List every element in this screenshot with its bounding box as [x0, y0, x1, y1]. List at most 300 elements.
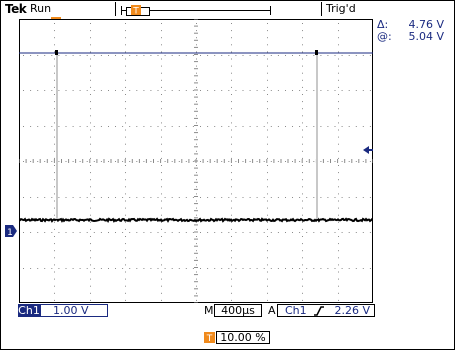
grid-dot — [54, 158, 55, 159]
grid-dot — [125, 208, 126, 209]
grid-dot — [196, 137, 197, 138]
grid-dot — [231, 264, 232, 265]
grid-dot — [125, 243, 126, 244]
grid-dot — [129, 55, 130, 56]
grid-dot — [285, 268, 286, 269]
grid-dot — [356, 161, 357, 162]
grid-dot — [122, 90, 123, 91]
grid-dot — [94, 126, 95, 127]
grid-dot — [306, 90, 307, 91]
grid-dot — [54, 80, 55, 81]
grid-dot — [370, 90, 371, 91]
grid-dot — [125, 51, 126, 52]
grid-dot — [302, 108, 303, 109]
grid-dot — [143, 197, 144, 198]
grid-dot — [243, 90, 244, 91]
grid-dot — [349, 90, 350, 91]
grid-dot — [129, 161, 130, 162]
grid-dot — [267, 158, 268, 159]
grid-dot — [231, 165, 232, 166]
grid-dot — [161, 264, 162, 265]
grid-dot — [54, 101, 55, 102]
grid-dot — [267, 37, 268, 38]
grid-dot — [196, 101, 197, 102]
record-trigger-icon-glyph: T — [133, 6, 139, 16]
grid-dot — [161, 215, 162, 216]
grid-dot — [108, 126, 109, 127]
grid-dot — [231, 87, 232, 88]
grid-dot — [299, 161, 300, 162]
grid-dot — [363, 268, 364, 269]
grid-dot — [338, 208, 339, 209]
trigger-mode-label: A — [268, 304, 276, 317]
grid-dot — [231, 108, 232, 109]
grid-dot — [101, 55, 102, 56]
grid-dot — [267, 236, 268, 237]
grid-dot — [54, 243, 55, 244]
grid-dot — [338, 37, 339, 38]
grid-dot — [125, 293, 126, 294]
grid-dot — [66, 90, 67, 91]
grid-dot — [207, 55, 208, 56]
grid-dot — [302, 23, 303, 24]
grid-dot — [231, 44, 232, 45]
grid-dot — [299, 90, 300, 91]
grid-dot — [125, 101, 126, 102]
grid-dot — [172, 55, 173, 56]
grid-dot — [30, 55, 31, 56]
grid-dot — [23, 90, 24, 91]
grid-dot — [66, 232, 67, 233]
grid-dot — [90, 94, 91, 95]
grid-dot — [196, 208, 197, 209]
grid-dot — [243, 55, 244, 56]
grid-dot — [54, 193, 55, 194]
grid-dot — [125, 229, 126, 230]
grid-dot — [54, 279, 55, 280]
grid-dot — [267, 250, 268, 251]
grid-dot — [179, 268, 180, 269]
grid-dot — [335, 232, 336, 233]
grid-dot — [30, 90, 31, 91]
timebase-label: M — [204, 304, 214, 317]
grid-dot — [44, 55, 45, 56]
grid-dot — [125, 144, 126, 145]
grid-dot — [231, 122, 232, 123]
grid-dot — [363, 126, 364, 127]
grid-dot — [356, 232, 357, 233]
grid-dot — [302, 286, 303, 287]
grid-dot — [54, 165, 55, 166]
grid-dot — [250, 268, 251, 269]
grid-dot — [196, 293, 197, 294]
grid-dot — [193, 268, 194, 269]
grid-dot — [122, 268, 123, 269]
grid-dot — [231, 94, 232, 95]
grid-dot — [196, 115, 197, 116]
grid-dot — [271, 90, 272, 91]
grid-dot — [231, 30, 232, 31]
trigger-settings[interactable] — [277, 304, 375, 317]
record-trigger-icon — [131, 5, 141, 16]
grid-dot — [44, 197, 45, 198]
grid-dot — [299, 126, 300, 127]
grid-dot — [285, 55, 286, 56]
grid-dot — [115, 55, 116, 56]
grid-dot — [54, 250, 55, 251]
grid-dot — [90, 286, 91, 287]
grid-dot — [158, 55, 159, 56]
grid-dot — [90, 165, 91, 166]
grid-dot — [161, 51, 162, 52]
grid-dot — [54, 151, 55, 152]
grid-dot — [90, 23, 91, 24]
grid-dot — [80, 232, 81, 233]
grid-dot — [125, 179, 126, 180]
grid-dot — [90, 222, 91, 223]
horizontal-position[interactable]: 10.00 % — [216, 331, 270, 344]
grid-dot — [196, 94, 197, 95]
grid-dot — [207, 232, 208, 233]
grid-dot — [363, 161, 364, 162]
grid-dot — [200, 161, 201, 162]
grid-dot — [30, 232, 31, 233]
grid-dot — [186, 197, 187, 198]
grid-dot — [292, 126, 293, 127]
grid-dot — [136, 161, 137, 162]
grid-dot — [267, 272, 268, 273]
grid-dot — [161, 44, 162, 45]
grid-dot — [267, 222, 268, 223]
grid-dot — [54, 257, 55, 258]
grid-dot — [306, 197, 307, 198]
grid-dot — [338, 300, 339, 301]
grid-dot — [196, 23, 197, 24]
grid-dot — [264, 197, 265, 198]
grid-dot — [267, 137, 268, 138]
grid-dot — [54, 186, 55, 187]
grid-dot — [125, 272, 126, 273]
grid-dot — [231, 73, 232, 74]
grid-dot — [363, 90, 364, 91]
grid-dot — [94, 232, 95, 233]
grid-dot — [179, 232, 180, 233]
grid-dot — [363, 232, 364, 233]
grid-dot — [94, 55, 95, 56]
grid-dot — [196, 37, 197, 38]
horizontal-position-icon-glyph: T — [206, 334, 213, 343]
grid-dot — [267, 172, 268, 173]
brand-logo: Tek — [5, 2, 27, 16]
grid-dot — [267, 87, 268, 88]
cursor-delta-label: Δ: — [377, 18, 389, 31]
grid-dot — [37, 232, 38, 233]
grid-dot — [196, 158, 197, 159]
grid-dot — [150, 268, 151, 269]
grid-dot — [221, 232, 222, 233]
grid-dot — [267, 115, 268, 116]
grid-dot — [179, 161, 180, 162]
grid-dot — [231, 193, 232, 194]
channel-badge[interactable]: Ch1 — [18, 304, 40, 317]
grid-dot — [122, 55, 123, 56]
grid-dot — [51, 126, 52, 127]
grid-dot — [363, 197, 364, 198]
grid-dot — [338, 186, 339, 187]
grid-dot — [231, 59, 232, 60]
grid-dot — [356, 268, 357, 269]
grid-dot — [58, 268, 59, 269]
grid-dot — [285, 126, 286, 127]
grid-dot — [327, 232, 328, 233]
grid-dot — [231, 243, 232, 244]
grid-dot — [125, 250, 126, 251]
grid-dot — [342, 268, 343, 269]
grid-dot — [313, 232, 314, 233]
grid-dot — [161, 94, 162, 95]
grid-dot — [54, 222, 55, 223]
grid-dot — [370, 126, 371, 127]
grid-dot — [349, 161, 350, 162]
grid-dot — [66, 268, 67, 269]
grid-dot — [257, 126, 258, 127]
grid-dot — [196, 193, 197, 194]
grid-dot — [161, 101, 162, 102]
grid-dot — [30, 161, 31, 162]
grid-dot — [320, 268, 321, 269]
grid-dot — [231, 208, 232, 209]
rising-edge-icon — [312, 305, 326, 316]
grid-dot — [125, 222, 126, 223]
grid-dot — [196, 87, 197, 88]
grid-dot — [231, 279, 232, 280]
grid-dot — [313, 55, 314, 56]
grid-dot — [87, 161, 88, 162]
grid-dot — [66, 126, 67, 127]
grid-dot — [267, 286, 268, 287]
grid-dot — [90, 108, 91, 109]
grid-dot — [90, 208, 91, 209]
grid-dot — [23, 161, 24, 162]
grid-dot — [267, 59, 268, 60]
grid-dot — [231, 257, 232, 258]
grid-dot — [51, 161, 52, 162]
grid-dot — [320, 55, 321, 56]
grid-dot — [271, 161, 272, 162]
grid-dot — [196, 264, 197, 265]
grid-dot — [37, 126, 38, 127]
grid-dot — [161, 257, 162, 258]
grid-dot — [90, 158, 91, 159]
grid-dot — [267, 101, 268, 102]
ch1-ground-marker-icon[interactable] — [5, 225, 17, 237]
grid-dot — [179, 126, 180, 127]
grid-dot — [196, 30, 197, 31]
acquisition-status: Run — [30, 2, 52, 15]
grid-dot — [267, 44, 268, 45]
grid-dot — [196, 286, 197, 287]
grid-dot — [338, 250, 339, 251]
grid-dot — [335, 126, 336, 127]
grid-dot — [125, 264, 126, 265]
grid-dot — [90, 300, 91, 301]
grid-dot — [66, 161, 67, 162]
trigger-source: Ch1 — [285, 304, 307, 317]
grid-dot — [54, 215, 55, 216]
grid-dot — [299, 197, 300, 198]
grid-dot — [302, 215, 303, 216]
grid-dot — [349, 126, 350, 127]
grid-dot — [161, 122, 162, 123]
grid-dot — [327, 197, 328, 198]
grid-dot — [228, 90, 229, 91]
grid-dot — [150, 126, 151, 127]
grid-dot — [108, 197, 109, 198]
grid-dot — [90, 130, 91, 131]
grid-dot — [54, 172, 55, 173]
grid-dot — [302, 144, 303, 145]
grid-dot — [338, 229, 339, 230]
grid-dot — [267, 94, 268, 95]
grid-dot — [349, 232, 350, 233]
grid-dot — [292, 90, 293, 91]
grid-dot — [108, 90, 109, 91]
grid-dot — [87, 232, 88, 233]
grid-dot — [179, 197, 180, 198]
trigger-level-arrow-icon[interactable] — [363, 145, 373, 155]
timebase-value[interactable]: 400µs — [214, 304, 262, 317]
grid-dot — [101, 268, 102, 269]
grid-dot — [299, 232, 300, 233]
grid-dot — [161, 286, 162, 287]
grid-dot — [58, 232, 59, 233]
header-divider — [321, 2, 322, 16]
grid-dot — [267, 257, 268, 258]
grid-dot — [44, 232, 45, 233]
grid-dot — [143, 232, 144, 233]
grid-dot — [125, 137, 126, 138]
grid-dot — [338, 272, 339, 273]
grid-dot — [90, 243, 91, 244]
grid-dot — [267, 51, 268, 52]
grid-dot — [101, 197, 102, 198]
grid-dot — [54, 293, 55, 294]
grid-dot — [44, 90, 45, 91]
grid-dot — [278, 161, 279, 162]
grid-dot — [302, 172, 303, 173]
grid-dot — [243, 232, 244, 233]
grid-dot — [292, 161, 293, 162]
grid-dot — [267, 243, 268, 244]
volts-per-div[interactable]: 1.00 V — [40, 304, 108, 317]
grid-dot — [196, 144, 197, 145]
grid-dot — [196, 300, 197, 301]
grid-dot — [158, 90, 159, 91]
grid-dot — [320, 232, 321, 233]
grid-dot — [90, 172, 91, 173]
grid-dot — [165, 268, 166, 269]
grid-dot — [338, 66, 339, 67]
grid-dot — [306, 55, 307, 56]
grid-dot — [90, 229, 91, 230]
grid-dot — [278, 90, 279, 91]
grid-dot — [196, 279, 197, 280]
grid-dot — [264, 55, 265, 56]
grid-dot — [165, 232, 166, 233]
grid-dot — [196, 59, 197, 60]
grid-dot — [302, 101, 303, 102]
grid-dot — [302, 222, 303, 223]
grid-dot — [90, 66, 91, 67]
grid-dot — [363, 55, 364, 56]
grid-dot — [161, 293, 162, 294]
grid-dot — [193, 126, 194, 127]
grid-dot — [302, 44, 303, 45]
grid-dot — [193, 55, 194, 56]
grid-dot — [338, 172, 339, 173]
grid-dot — [129, 90, 130, 91]
grid-dot — [80, 90, 81, 91]
grid-dot — [267, 279, 268, 280]
grid-dot — [90, 73, 91, 74]
grid-dot — [228, 197, 229, 198]
grid-dot — [108, 232, 109, 233]
grid-dot — [313, 197, 314, 198]
grid-dot — [196, 257, 197, 258]
grid-dot — [51, 55, 52, 56]
grid-dot — [214, 268, 215, 269]
grid-dot — [267, 108, 268, 109]
grid-dot — [207, 268, 208, 269]
grid-dot — [54, 300, 55, 301]
header-divider — [115, 2, 116, 16]
grid-dot — [172, 232, 173, 233]
grid-dot — [193, 232, 194, 233]
horizontal-position-icon — [204, 332, 215, 343]
grid-dot — [338, 144, 339, 145]
grid-dot — [90, 179, 91, 180]
grid-dot — [231, 115, 232, 116]
grid-dot — [267, 186, 268, 187]
grid-dot — [150, 161, 151, 162]
grid-dot — [54, 229, 55, 230]
grid-dot — [125, 193, 126, 194]
grid-dot — [51, 268, 52, 269]
grid-dot — [200, 268, 201, 269]
grid-dot — [94, 161, 95, 162]
grid-dot — [327, 126, 328, 127]
grid-dot — [257, 90, 258, 91]
grid-dot — [54, 51, 55, 52]
grid-dot — [161, 193, 162, 194]
cursor-at-label: @: — [377, 30, 392, 43]
grid-dot — [23, 197, 24, 198]
grid-dot — [335, 161, 336, 162]
grid-dot — [370, 197, 371, 198]
grid-dot — [165, 161, 166, 162]
grid-dot — [90, 236, 91, 237]
grid-dot — [338, 137, 339, 138]
grid-dot — [125, 66, 126, 67]
grid-dot — [200, 55, 201, 56]
grid-dot — [231, 179, 232, 180]
grid-dot — [302, 236, 303, 237]
grid-dot — [87, 197, 88, 198]
grid-dot — [196, 243, 197, 244]
grid-dot — [90, 87, 91, 88]
grid-dot — [356, 126, 357, 127]
grid-dot — [342, 126, 343, 127]
